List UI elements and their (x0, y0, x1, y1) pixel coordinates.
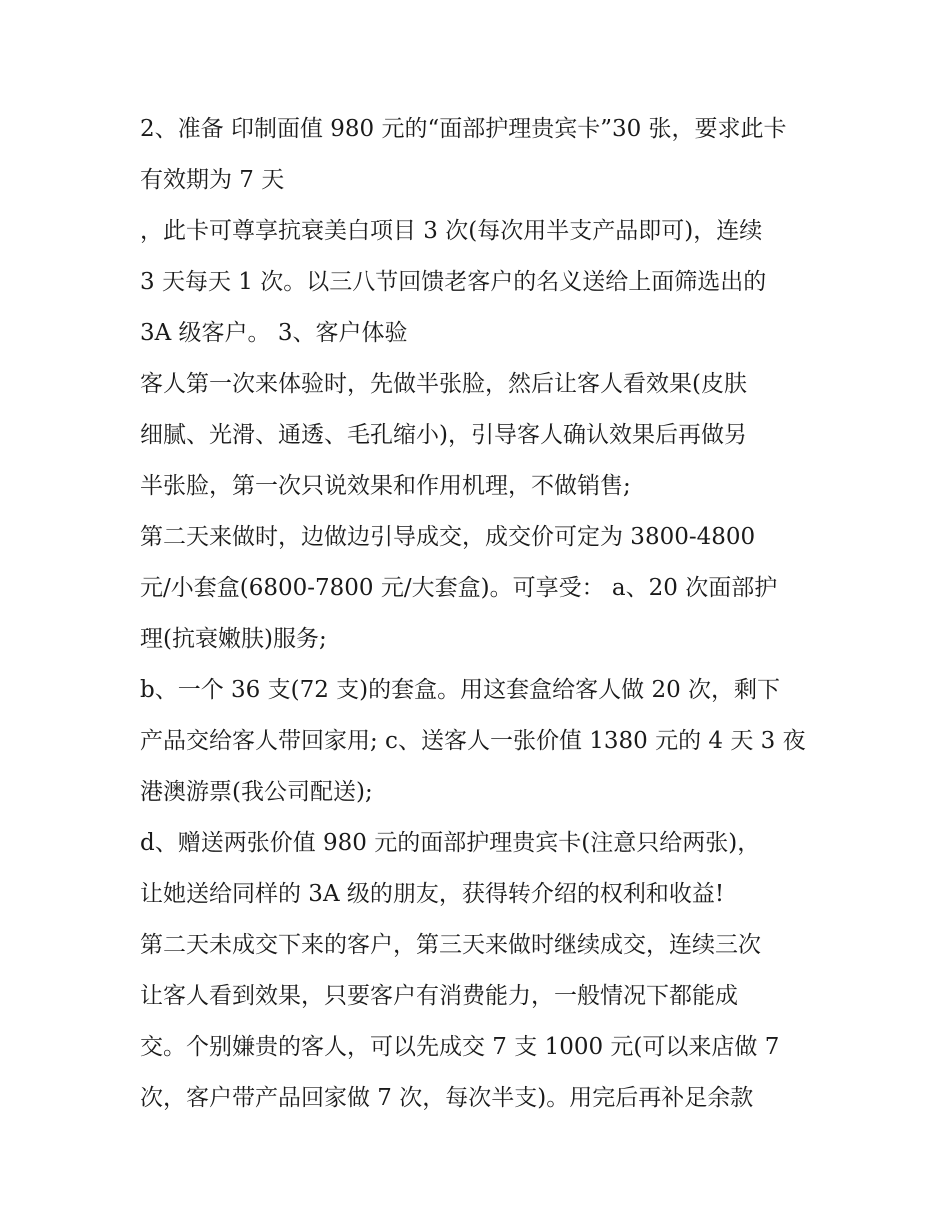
text-line: 3A 级客户。 3、客户体验 (140, 320, 408, 346)
text-line: 2、准备 印制面值 980 元的“面部护理贵宾卡”30 张，要求此卡 (140, 116, 787, 142)
text-line: 客人第一次来体验时，先做半张脸，然后让客人看效果(皮肤 (140, 371, 747, 397)
text-line: 产品交给客人带回家用; c、送客人一张价值 1380 元的 4 天 3 夜 (140, 728, 806, 754)
text-line: 第二天未成交下来的客户，第三天来做时继续成交，连续三次 (140, 932, 761, 958)
text-line: 交。个别嫌贵的客人，可以先成交 7 支 1000 元(可以来店做 7 (140, 1034, 780, 1060)
text-line: 细腻、光滑、通透、毛孔缩小)，引导客人确认效果后再做另 (140, 422, 747, 448)
text-line: 理(抗衰嫩肤)服务; (140, 626, 327, 652)
text-line: ，此卡可尊享抗衰美白项目 3 次(每次用半支产品即可)，连续 (140, 218, 763, 244)
text-line: 元/小套盒(6800-7800 元/大套盒)。可享受： a、20 次面部护 (140, 575, 778, 601)
text-line: 让客人看到效果，只要客户有消费能力，一般情况下都能成 (140, 983, 738, 1009)
text-line: 半张脸，第一次只说效果和作用机理，不做销售; (140, 473, 631, 499)
text-line: b、一个 36 支(72 支)的套盒。用这套盒给客人做 20 次，剩下 (140, 677, 781, 703)
text-line: 让她送给同样的 3A 级的朋友，获得转介绍的权利和收益! (140, 881, 725, 907)
text-line: 第二天来做时，边做边引导成交，成交价可定为 3800-4800 (140, 524, 756, 550)
text-line: 港澳游票(我公司配送); (140, 779, 373, 805)
text-line: 3 天每天 1 次。以三八节回馈老客户的名义送给上面筛选出的 (140, 269, 767, 295)
text-line: d、赠送两张价值 980 元的面部护理贵宾卡(注意只给两张)， (140, 830, 761, 856)
text-line: 次，客户带产品回家做 7 次，每次半支)。用完后再补足余款 (140, 1085, 754, 1111)
text-line: 有效期为 7 天 (140, 167, 285, 193)
document-body (140, 104, 840, 1124)
